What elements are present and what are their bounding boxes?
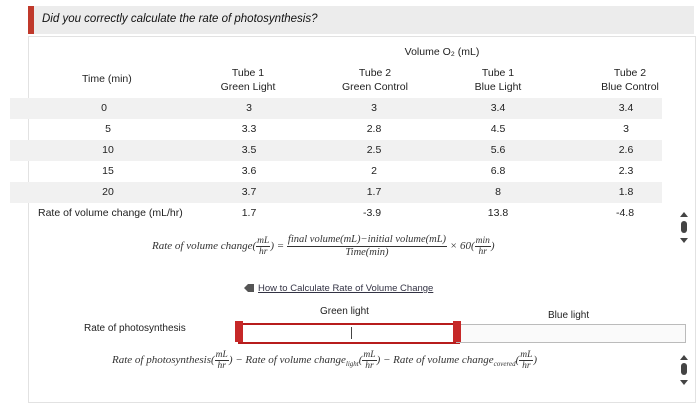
min-denominator: hr [478, 247, 487, 257]
unit-denominator: hr [365, 361, 374, 371]
question-bar [28, 6, 694, 34]
unit-denominator: hr [259, 247, 268, 257]
time-header: Time (min) [82, 73, 132, 85]
formula-text: ( [358, 354, 363, 367]
time-cell: 5 [105, 123, 111, 135]
right-slider-handle[interactable] [453, 321, 461, 342]
col-header-line1: Tube 2 [358, 67, 392, 79]
col-header-tube2-blue [588, 66, 672, 94]
formula-times: × 60( [449, 240, 475, 253]
scroll-thumb[interactable] [681, 221, 687, 233]
rate-value-cell: 1.7 [241, 207, 257, 219]
scroll-up-icon[interactable] [680, 355, 688, 360]
green-light-input[interactable] [238, 323, 460, 344]
question-accent [28, 6, 34, 34]
col-header-line2: Blue Light [474, 81, 522, 93]
value-cell: 2.5 [366, 144, 382, 156]
rate-value-cell: -3.9 [362, 207, 382, 219]
text-cursor [351, 327, 352, 339]
formula-text: ( [515, 354, 520, 367]
formula-text: ) − Rate of volume change [228, 354, 346, 367]
blue-light-label: Blue light [548, 310, 590, 321]
formula-equals: ) = [270, 240, 285, 253]
value-cell: 3.4 [490, 102, 506, 114]
rate-value-cell: -4.8 [615, 207, 635, 219]
value-cell: 8 [495, 186, 501, 198]
min-numerator: min [475, 236, 490, 246]
col-header-line2: Green Control [342, 81, 408, 93]
col-header-line1: Tube 2 [613, 67, 647, 79]
value-cell: 1.7 [366, 186, 382, 198]
formula-subscript: light [345, 360, 359, 369]
formula-text: ) − Rate of volume change [376, 354, 494, 367]
value-cell: 3 [246, 102, 252, 114]
unit-denominator: hr [217, 361, 226, 371]
scroll-thumb[interactable] [681, 363, 687, 375]
value-cell: 3.4 [618, 102, 634, 114]
formula-unit [519, 350, 533, 371]
formula-min-unit [475, 236, 491, 257]
question-text: Did you correctly calculate the rate of photosynthesis? [42, 13, 318, 25]
formula-close: ) [490, 240, 495, 253]
value-cell: 3.6 [241, 165, 257, 177]
blue-light-input[interactable] [456, 324, 686, 343]
value-cell: 2 [371, 165, 377, 177]
scroll-down-icon[interactable] [680, 380, 688, 385]
rate-value-cell: 13.8 [487, 207, 509, 219]
unit-denominator: hr [522, 361, 531, 371]
value-cell: 6.8 [490, 165, 506, 177]
col-header-tube2-green [327, 66, 423, 94]
formula-unit [215, 350, 229, 371]
value-cell: 2.8 [366, 123, 382, 135]
value-cell: 3.5 [241, 144, 257, 156]
formula-unit [256, 236, 270, 257]
rate-of-photosynthesis-label: Rate of photosynthesis [84, 323, 186, 334]
unit-numerator: mL [215, 350, 228, 360]
col-header-tube1-green [208, 66, 288, 94]
value-cell: 3.3 [241, 123, 257, 135]
unit-numerator: mL [520, 350, 533, 360]
formula-subscript: covered [493, 360, 516, 369]
formula-unit [362, 350, 376, 371]
scroll-up-icon[interactable] [680, 212, 688, 217]
value-cell: 3.7 [241, 186, 257, 198]
value-cell: 1.8 [618, 186, 634, 198]
formula-fraction [287, 234, 447, 259]
tag-icon [243, 282, 255, 294]
time-cell: 20 [102, 186, 114, 198]
value-cell: 3 [371, 102, 377, 114]
col-header-line2: Blue Control [601, 81, 659, 93]
scroll-down-icon[interactable] [680, 238, 688, 243]
value-cell: 2.6 [618, 144, 634, 156]
formula-lhs: Rate of photosynthesis( [112, 354, 215, 367]
value-cell: 5.6 [490, 144, 506, 156]
rate-of-photosynthesis-formula [112, 350, 537, 371]
col-header-line2: Green Light [220, 81, 276, 93]
formula-lhs: Rate of volume change( [152, 240, 257, 253]
left-slider-handle[interactable] [235, 321, 243, 342]
unit-numerator: mL [363, 350, 376, 360]
how-to-calculate-link[interactable]: How to Calculate Rate of Volume Change [258, 283, 434, 294]
time-cell: 15 [102, 165, 114, 177]
formula-close: ) [533, 354, 538, 367]
unit-numerator: mL [257, 236, 270, 246]
rate-row-label: Rate of volume change (mL/hr) [38, 207, 183, 219]
volume-group-header: Volume O₂ (mL) [404, 46, 480, 58]
rate-of-volume-change-formula [152, 234, 495, 259]
time-cell: 10 [102, 144, 114, 156]
value-cell: 4.5 [490, 123, 506, 135]
green-light-label: Green light [320, 306, 369, 317]
col-header-tube1-blue [458, 66, 538, 94]
formula-numerator: final volume(mL)−initial volume(mL) [287, 234, 447, 245]
col-header-line1: Tube 1 [231, 67, 265, 79]
value-cell: 3 [623, 123, 629, 135]
value-cell: 2.3 [618, 165, 634, 177]
col-header-line1: Tube 1 [481, 67, 515, 79]
time-cell: 0 [101, 102, 107, 114]
formula-denominator: Time(min) [345, 247, 389, 258]
